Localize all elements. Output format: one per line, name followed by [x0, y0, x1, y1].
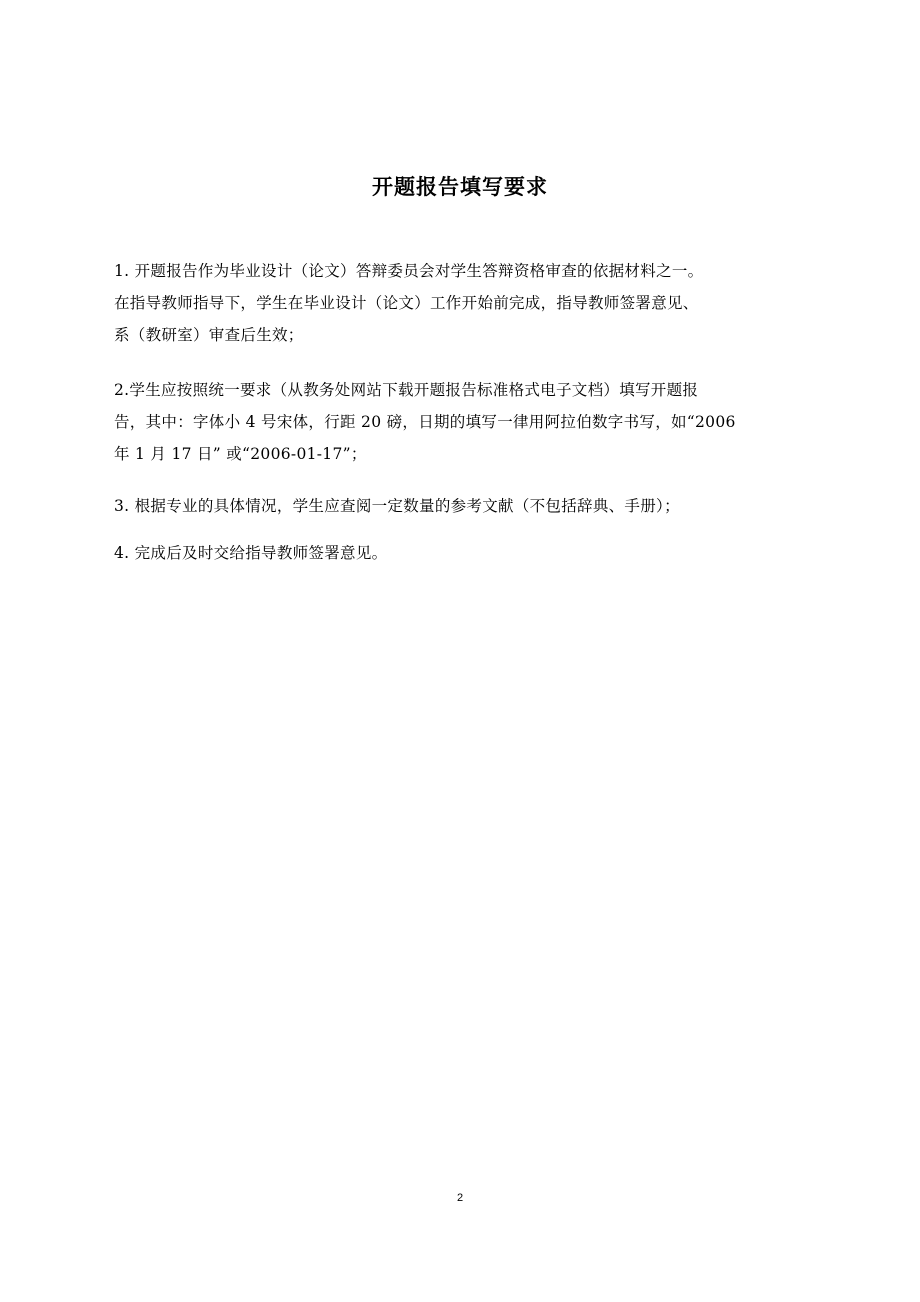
page-number: 2: [456, 1192, 464, 1204]
requirement-line: 1. 开题报告作为毕业设计（论文）答辩委员会对学生答辩资格审查的依据材料之一。: [114, 262, 704, 280]
requirement-item-3: [114, 490, 814, 522]
requirement-item-4: [114, 537, 814, 569]
requirement-line: 在指导教师指导下，学生在毕业设计（论文）工作开始前完成，指导教师签署意见、: [114, 294, 699, 312]
requirement-line: 4. 完成后及时交给指导教师签署意见。: [114, 544, 388, 562]
requirement-line: 系（教研室）审查后生效；: [114, 326, 304, 344]
requirement-line: 告，其中：字体小 4 号宋体，行距 20 磅，日期的填写一律用阿拉伯数字书写，如“2006: [114, 413, 736, 431]
requirement-line: 3. 根据专业的具体情况，学生应查阅一定数量的参考文献（不包括辞典、手册）；: [114, 497, 680, 515]
requirement-line: 2.学生应按照统一要求（从教务处网站下载开题报告标准格式电子文档）填写开题报: [114, 381, 699, 399]
requirement-item-2: [114, 374, 814, 470]
requirement-item-1: [114, 255, 814, 351]
requirement-line: 年 1 月 17 日” 或“2006-01-17”；: [114, 445, 367, 463]
document-title: 开题报告填写要求: [372, 175, 548, 199]
